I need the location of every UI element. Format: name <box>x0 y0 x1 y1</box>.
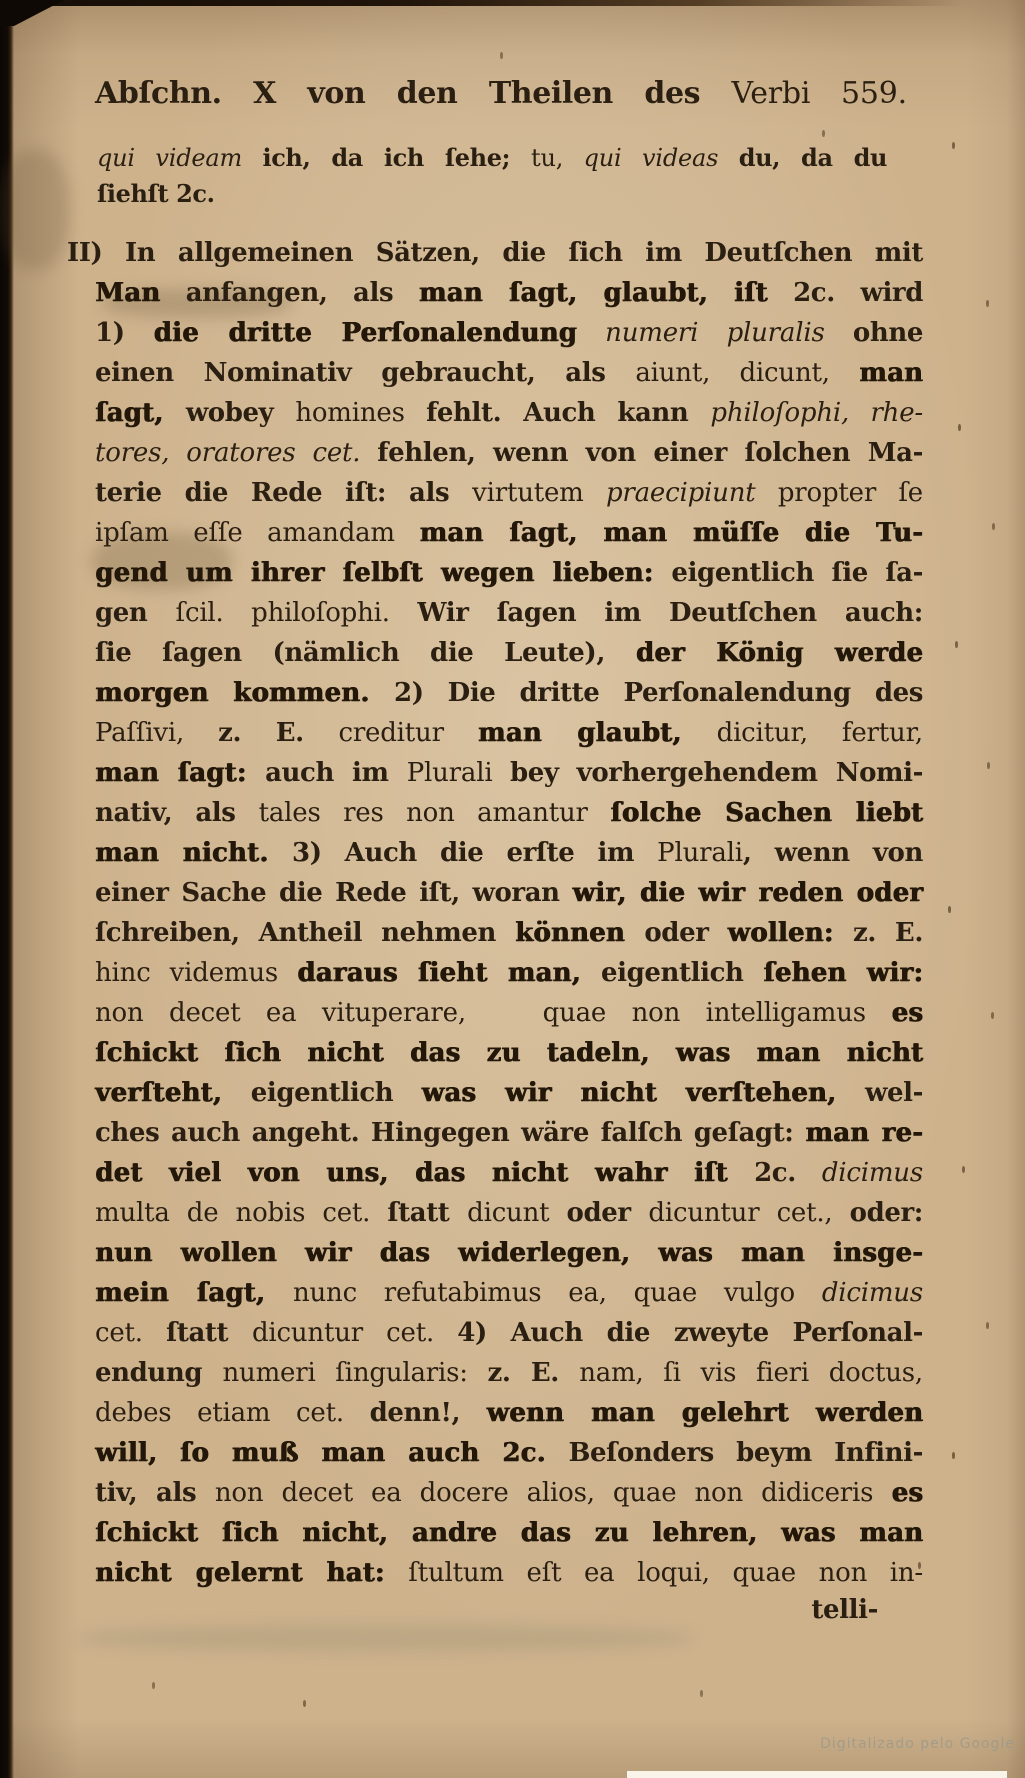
body-line <box>95 1073 923 1113</box>
text-segment: 1) <box>95 318 154 348</box>
text-segment: nativ, als <box>95 798 259 828</box>
text-segment: oder <box>644 918 728 948</box>
text-segment: auch im <box>265 758 407 788</box>
text-segment: Plurali <box>406 758 510 788</box>
body-line <box>95 513 923 553</box>
body-line <box>95 793 923 833</box>
text-segment: gen <box>95 598 176 628</box>
body-line <box>95 1353 923 1393</box>
body-line <box>95 353 923 393</box>
body-line <box>95 953 923 993</box>
text-segment: z. E. <box>852 918 923 948</box>
text-segment: nicht gelernt hat: <box>95 1558 409 1588</box>
text-segment: ohne <box>852 318 923 348</box>
text-segment: 2) Die dritte Perſonalendung des <box>394 678 923 708</box>
page-header <box>95 76 907 111</box>
google-digitization-watermark: Digitalizado pelo Google <box>820 1736 1015 1752</box>
text-segment: ſolche Sachen liebt <box>610 798 924 828</box>
text-segment: z. E. <box>218 718 339 748</box>
text-segment: ſchreiben, Antheil nehmen <box>95 918 515 948</box>
scan-corner-shadow <box>0 0 64 26</box>
body-line <box>95 1153 923 1193</box>
text-segment: qui videas <box>583 144 739 172</box>
intro-line <box>97 176 887 212</box>
catchword <box>95 1595 923 1625</box>
text-segment: ſtultum eſt ea loqui, quae non in- <box>408 1558 923 1588</box>
text-segment: morgen kommen. <box>95 678 394 708</box>
body-line <box>95 1233 923 1273</box>
text-segment: dicuntur cet. <box>251 1318 458 1348</box>
text-segment: nam, ſi vis fieri doctus, <box>579 1358 923 1388</box>
body-line <box>95 753 923 793</box>
text-segment: man re- <box>805 1118 923 1148</box>
text-segment: dicuntur cet., <box>648 1198 850 1228</box>
scan-edge-top <box>0 0 1025 6</box>
text-segment: numeri pluralis <box>576 318 853 348</box>
text-segment: es <box>891 1478 923 1508</box>
text-segment: will, ſo muß man auch 2c. <box>95 1438 569 1468</box>
text-segment: ich, da ich ſehe; <box>262 143 532 172</box>
text-segment: multa de nobis cet. <box>95 1198 388 1228</box>
intro-line <box>97 140 887 176</box>
text-segment: dicimus <box>821 1158 923 1188</box>
text-segment: eigentlich <box>601 958 764 988</box>
text-segment: die dritte Perſonalendung <box>153 318 577 348</box>
text-segment: tores, oratores cet. <box>95 438 378 468</box>
text-segment: der König werde <box>635 638 923 668</box>
body-line <box>95 313 923 353</box>
text-segment: wollen: <box>727 918 853 948</box>
text-segment: ſtatt <box>387 1198 468 1228</box>
text-segment: dicunt <box>467 1198 567 1228</box>
scan-bottom-strip <box>627 1771 1007 1778</box>
text-segment: Paſſivi, <box>95 718 219 748</box>
text-segment: endung <box>95 1358 223 1388</box>
text-segment: nunc refutabimus ea, quae vulgo <box>292 1278 822 1308</box>
text-segment: gend um ihrer ſelbſt wegen lieben: <box>95 558 672 588</box>
text-segment: 3) Auch die erſte im <box>292 838 658 868</box>
text-segment: det viel von uns, das nicht wahr iſt <box>95 1158 755 1188</box>
text-segment: können <box>514 918 645 948</box>
text-segment: ſchickt ſich nicht, andre das zu lehren, was man <box>95 1518 923 1548</box>
text-segment: philoſophi, rhe- <box>710 398 923 428</box>
text-segment: anfangen, als <box>160 278 419 308</box>
text-segment: oder <box>566 1198 649 1228</box>
body-line <box>95 673 923 713</box>
text-segment: man glaubt, <box>477 718 717 748</box>
text-segment: hinc videmus <box>95 958 298 988</box>
text-segment: virtutem <box>472 478 606 508</box>
text-segment: oder: <box>849 1198 923 1228</box>
body-line <box>95 873 923 913</box>
text-segment: ſie ſagen (nämlich die Leute), <box>95 638 636 668</box>
text-segment: terie die Rede iſt: als <box>95 478 473 508</box>
body-line <box>95 1513 923 1553</box>
text-segment: man <box>859 358 923 388</box>
paper-specks <box>0 0 3 7</box>
text-segment: 2c. <box>754 1158 822 1188</box>
text-segment: Abſchn. X von den Theilen des <box>95 76 732 111</box>
body-line <box>95 993 923 1033</box>
text-segment: tu, <box>531 144 584 172</box>
text-segment: praecipiunt <box>605 478 778 508</box>
body-line <box>95 1113 923 1153</box>
text-segment: man nicht. <box>95 838 292 868</box>
body-line <box>95 1193 923 1233</box>
text-segment: bey vorhergehendem Nomi- <box>509 758 924 788</box>
text-segment: homines <box>295 398 427 428</box>
text-segment: propter ſe <box>777 478 923 508</box>
text-segment: dicitur, fertur, <box>716 718 924 748</box>
text-segment: dicimus <box>821 1278 923 1308</box>
text-segment: man ſagt: <box>95 758 266 788</box>
text-segment: fehlt. Auch kann <box>426 398 711 428</box>
body-line <box>95 1433 923 1473</box>
body-line <box>95 593 923 633</box>
text-segment: nun wollen wir das widerlegen, was man insge- <box>95 1238 923 1268</box>
body-line <box>95 1393 923 1433</box>
text-segment: cet. <box>95 1318 167 1348</box>
text-segment: ſtatt <box>166 1318 252 1348</box>
intro-paragraph <box>97 140 887 212</box>
text-segment: wobey <box>185 398 296 428</box>
body-line <box>95 633 923 673</box>
paper-smudge <box>75 1625 695 1651</box>
text-segment: numeri ſingularis: <box>222 1358 488 1388</box>
body-paragraph <box>67 233 924 1593</box>
text-segment: 4) Auch die zweyte Perſonal- <box>457 1318 923 1348</box>
body-line <box>95 1313 923 1353</box>
text-segment: tiv, als <box>95 1478 215 1508</box>
text-segment: ſiehſt 2c. <box>97 179 215 208</box>
text-segment: eigentlich ſie ſa- <box>671 558 924 588</box>
text-segment: wel- <box>865 1078 923 1108</box>
body-line <box>95 713 923 753</box>
text-segment: non decet ea vituperare, quae non intelligamus <box>95 998 892 1028</box>
text-segment: debes etiam cet. <box>95 1398 370 1428</box>
text-segment: wir, die wir reden oder <box>572 878 923 908</box>
body-line <box>95 833 923 873</box>
text-segment: 2c. wird <box>767 278 923 308</box>
ink-bleedthrough <box>0 150 70 270</box>
body-line <box>95 1553 923 1593</box>
catchword-text: telli- <box>811 1595 878 1625</box>
text-segment: Verbi 559. <box>731 76 907 111</box>
text-segment: creditur <box>338 718 478 748</box>
text-segment: qui videam <box>97 144 263 172</box>
text-segment: man ſagt, glaubt, iſt <box>418 278 768 308</box>
text-segment: ſcil. philoſophi. <box>175 598 418 628</box>
text-segment: man ſagt, man müſſe die Tu- <box>419 518 923 548</box>
text-segment: eigentlich <box>250 1078 422 1108</box>
body-line <box>95 1273 923 1313</box>
text-segment: non decet ea docere alios, quae non didiceris <box>214 1478 892 1508</box>
text-segment: z. E. <box>487 1358 580 1388</box>
text-segment: einen Nominativ gebraucht, als <box>95 358 636 388</box>
text-segment: ſehen wir: <box>763 958 923 988</box>
body-line <box>95 1473 923 1513</box>
body-line <box>95 913 923 953</box>
text-segment: mein ſagt, <box>95 1278 293 1308</box>
text-segment: es <box>891 998 923 1028</box>
text-segment: einer Sache die Rede iſt, woran <box>95 878 573 908</box>
body-line <box>95 273 923 313</box>
text-segment: ipſam eſſe amandam <box>95 518 420 548</box>
body-line <box>95 473 923 513</box>
text-segment: ſchickt ſich nicht das zu tadeln, was man nicht <box>95 1038 923 1068</box>
body-line <box>95 1033 923 1073</box>
text-segment: Beſonders beym Infini- <box>568 1438 923 1468</box>
text-segment: was wir nicht verſtehen, <box>421 1078 865 1108</box>
text-segment: , wenn von <box>742 838 923 868</box>
text-segment: du, da du <box>738 143 888 172</box>
body-line <box>67 233 923 273</box>
text-segment: ches auch angeht. Hingegen wäre falſch geſagt: <box>95 1118 806 1148</box>
text-segment: daraus ſieht man, <box>297 958 602 988</box>
text-segment: Plurali <box>657 838 743 868</box>
text-segment: Man <box>95 278 161 308</box>
text-segment: ſagt, <box>95 398 186 428</box>
text-segment: wenn man gelehrt werden <box>486 1398 924 1428</box>
body-line <box>95 553 923 593</box>
text-segment: aiunt, dicunt, <box>635 358 860 388</box>
text-segment: fehlen, wenn von einer ſolchen Ma- <box>377 438 924 468</box>
body-line <box>95 433 923 473</box>
scan-edge-left <box>0 0 14 1778</box>
text-segment: Wir ſagen im Deutſchen auch: <box>417 598 923 628</box>
text-segment: denn!, <box>369 1398 487 1428</box>
text-segment: verſteht, <box>95 1078 251 1108</box>
text-segment: II) In allgemeinen Sätzen, die ſich im Deutſchen mit <box>67 238 923 268</box>
body-line <box>95 393 923 433</box>
text-segment: tales res non amantur <box>258 798 611 828</box>
